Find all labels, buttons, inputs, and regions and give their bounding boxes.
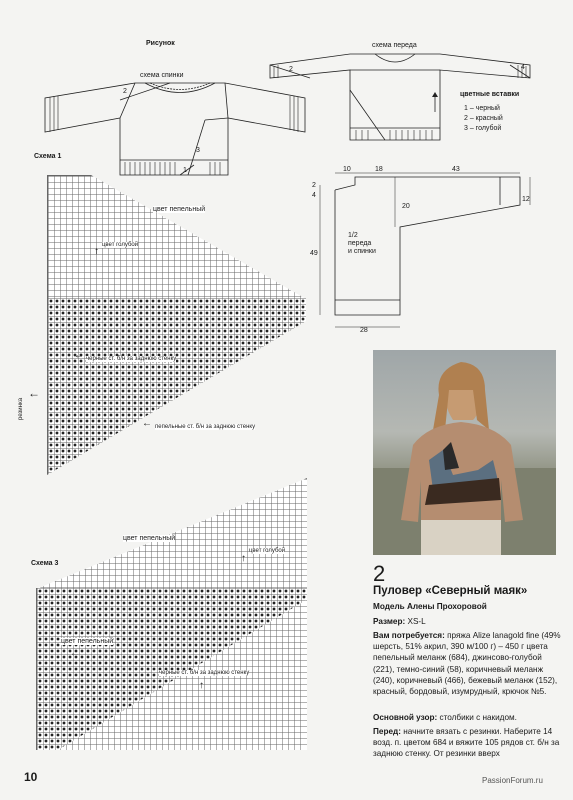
dim-right-12: 12 (522, 196, 530, 203)
scheme3-color-blue: цвет голубой (249, 548, 286, 554)
scheme1-color-blue: цвет голубой (102, 242, 139, 248)
front-num-2: 2 (289, 66, 293, 73)
scheme1-gray-note: пепельные ст. б/н за заднюю стенку (155, 424, 256, 430)
size-value: XS-L (405, 617, 426, 626)
article-title: Пуловер «Северный маяк» (373, 585, 528, 597)
scheme1-upper-grid (47, 175, 306, 299)
back-num-2: 2 (123, 88, 127, 95)
legend-item-2: 2 – красный (464, 115, 503, 122)
dim-top-43: 43 (452, 166, 460, 173)
back-num-3: 3 (196, 147, 200, 154)
front-num-4: 4 (521, 64, 525, 71)
page-number: 10 (24, 770, 38, 784)
arrow-left-icon: ← (142, 418, 152, 429)
scheme1-title: Схема 1 (34, 153, 62, 160)
need-text: пряжа Alize lanagold fine (49% шерсть, 51% акрил, 390 м/100 г) – 450 г цвета пепельный меланж (684), джинсово-голубой (221), темно-синий (58), коричневый меланж (240), коричневый (466), бежевый меланж (152), красный, бордовый, изумрудный, крючок №5. (373, 631, 561, 697)
arrow-left-icon: ← (70, 648, 80, 659)
arrow-left-icon: ← (74, 350, 84, 361)
site-watermark: PassionForum.ru (482, 776, 543, 785)
article-materials (373, 630, 563, 697)
pattern-diagram (310, 165, 540, 345)
scheme3-color-gray2: цвет пепельный (61, 638, 114, 645)
dim-mid-20: 20 (402, 203, 410, 210)
size-label: Размер: (373, 617, 406, 626)
article-front (373, 726, 563, 760)
scheme1-color-gray: цвет пепельный (153, 206, 206, 213)
back-num-1: 1 (183, 167, 187, 174)
front-text: начните вязать с резинки. Наберите 14 возд. п. цветом 684 и вяжите 105 рядов ст. б/н за заднюю стенку. От резинки вверх (373, 727, 560, 759)
scheme3-black-note: черные ст. б/н за заднюю стенку (159, 670, 250, 676)
article-basic-pattern (373, 712, 563, 723)
article-model: Модель Алены Прохоровой (373, 602, 487, 611)
front-label: схема переда (372, 42, 417, 49)
dim-top-18: 18 (375, 166, 383, 173)
dim-left-4: 4 (312, 192, 316, 199)
dim-left-49: 49 (310, 250, 318, 257)
arrow-left-icon: ← (28, 386, 40, 400)
arrow-up-icon: ↑ (199, 680, 204, 691)
basic-label: Основной узор: (373, 713, 438, 722)
legend-title: цветные вставки (460, 91, 520, 98)
sketch-title: Рисунок (146, 40, 175, 47)
model-photo (373, 350, 556, 555)
arrow-up-icon: ↑ (241, 553, 246, 564)
dim-left-2: 2 (312, 182, 316, 189)
need-label: Вам потребуется: (373, 631, 445, 640)
rib-label: резинка (18, 397, 24, 420)
arrow-up-icon: ↑ (94, 246, 99, 257)
scheme3-color-gray: цвет пепельный (123, 535, 176, 542)
legend-item-3: 3 – голубой (464, 125, 502, 132)
scheme1-black-note: черные ст. б/н за заднюю стенку (86, 356, 177, 362)
scheme3-upper-grid (36, 478, 307, 589)
pattern-center-label: 1/2 переда и спинки (348, 232, 376, 255)
back-label: схема спинки (140, 72, 184, 79)
dim-bottom-28: 28 (360, 327, 368, 334)
basic-text: столбики с накидом. (437, 713, 517, 722)
dim-top-10: 10 (343, 166, 351, 173)
front-label: Перед: (373, 727, 401, 736)
scheme3-title: Схема 3 (31, 560, 59, 567)
legend-item-1: 1 – черный (464, 105, 500, 112)
article-size (373, 616, 563, 627)
article-number: 2 (373, 561, 386, 586)
